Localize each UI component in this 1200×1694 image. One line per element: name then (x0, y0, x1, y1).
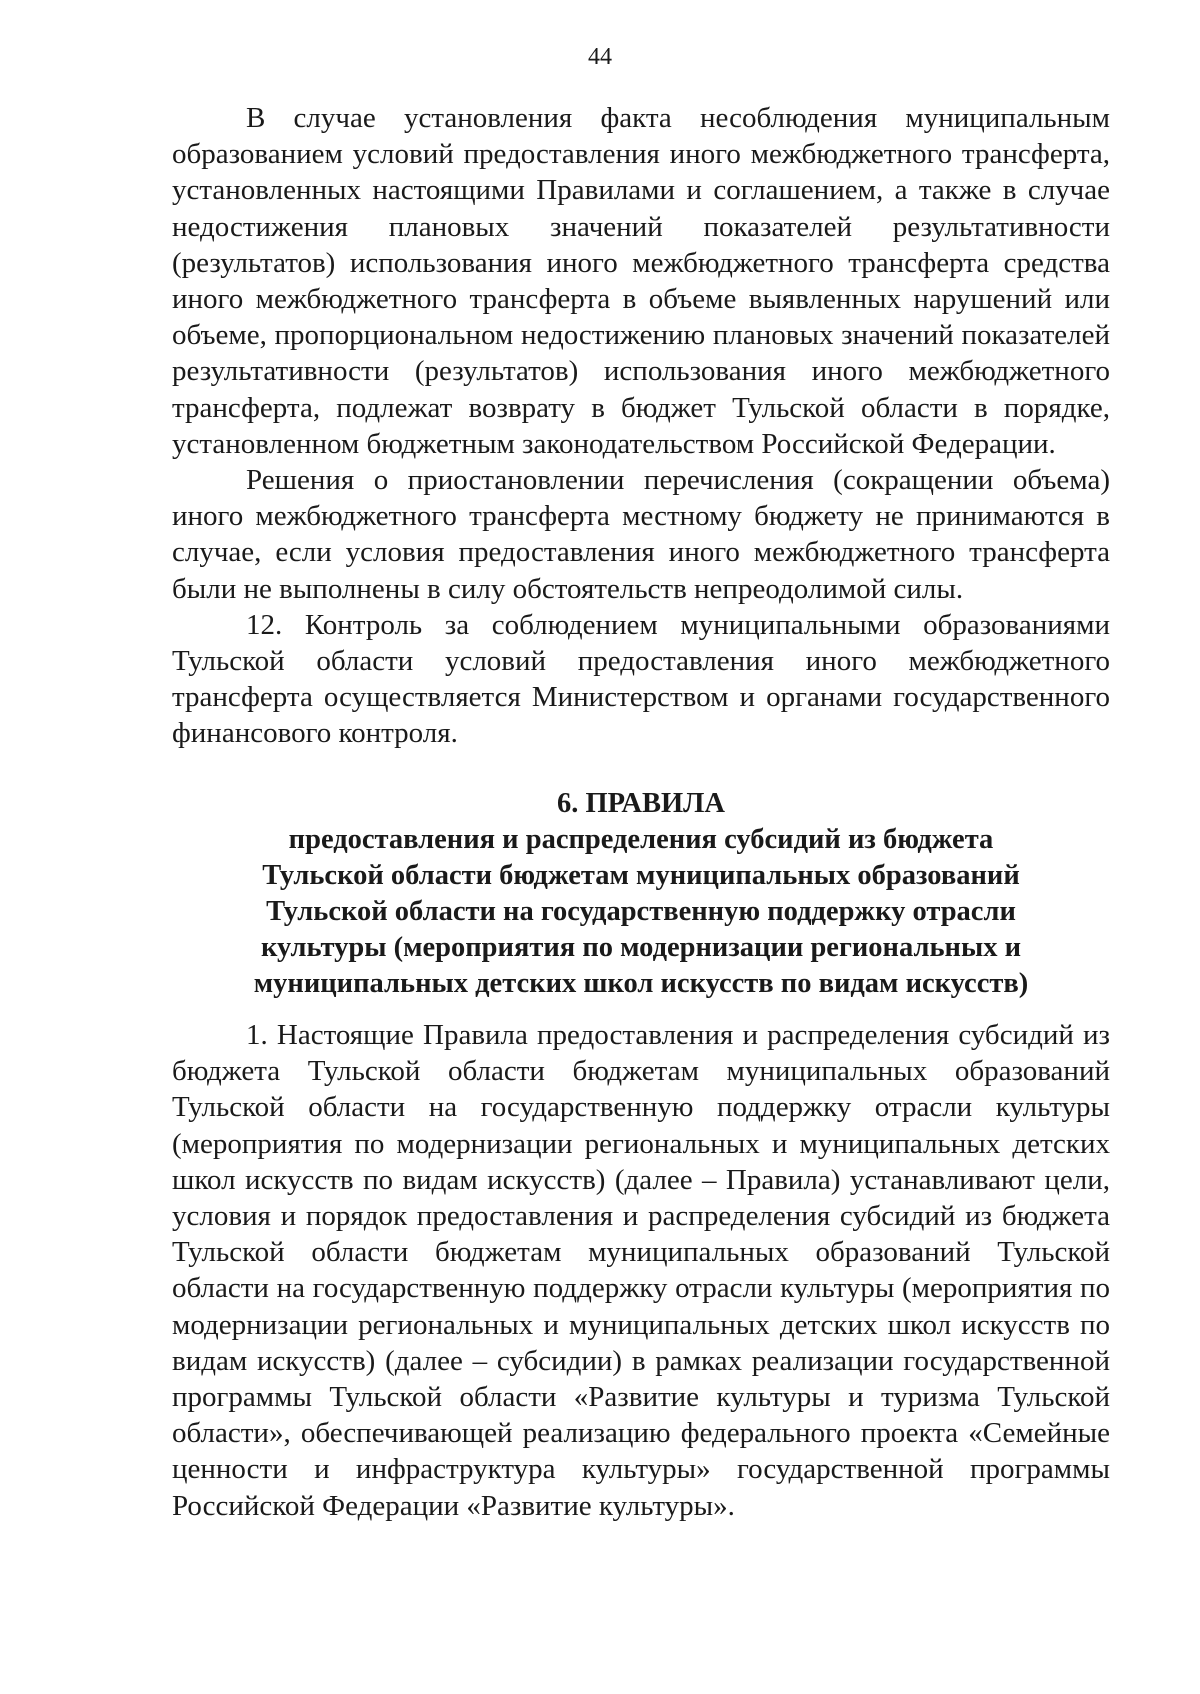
page-number: 44 (588, 44, 612, 70)
section-subtitle-line: предоставления и распределения субсидий из бюджета (288, 824, 994, 855)
top-text-block (172, 100, 1110, 752)
bottom-text-block (172, 1017, 1110, 1524)
section-subtitle-line: Тульской области бюджетам муниципальных образований (262, 860, 1020, 891)
section-heading (172, 786, 1110, 1002)
paragraph-rules-1: 1. Настоящие Правила предоставления и распределения субсидий из бюджета Тульской области бюджетам муниципальных образований Тульской области на государственную поддержку отрасли культуры (мероприятия по модернизации региональных и муниципальных детских школ искусств по видам искусств) (далее – Правила) устанавливают цели, условия и порядок предоставления и распределения субсидий из бюджета Тульской области бюджетам муниципальных образований Тульской области на государственную поддержку отрасли культуры (мероприятия по модернизации региональных и муниципальных детских школ искусств по видам искусств) (далее – субсидии) в рамках реализации государственной программы Тульской области «Развитие культуры и туризма Тульской области», обеспечивающей реализацию федерального проекта «Семейные ценности и инфраструктура культуры» государственной программы Российской Федерации «Развитие культуры». (172, 1019, 1110, 1522)
section-subtitle-line: Тульской области на государственную поддержку отрасли (266, 896, 1016, 927)
paragraph-force-majeure: Решения о приостановлении перечисления (сокращении объема) иного межбюджетного трансферта местному бюджету не принимаются в случае, если условия предоставления иного межбюджетного трансферта были не выполнены в силу обстоятельств непреодолимой силы. (172, 464, 1110, 605)
section-subtitle-line: муниципальных детских школ искусств по видам искусств) (253, 968, 1029, 999)
section-subtitle-line: культуры (мероприятия по модернизации региональных и (260, 932, 1022, 963)
paragraph-violation-refund: В случае установления факта несоблюдения муниципальным образованием условий предоставления иного межбюджетного трансферта, установленных настоящими Правилами и соглашением, а также в случае недостижения плановых значений показателей результативности (результатов) использования иного межбюджетного трансферта средства иного межбюджетного трансферта в объеме выявленных нарушений или объеме, пропорциональном недостижению плановых значений показателей результативности (результатов) использования иного межбюджетного трансферта, подлежат возврату в бюджет Тульской области в порядке, установленном бюджетным законодательством Российской Федерации. (172, 102, 1110, 460)
section-title: 6. ПРАВИЛА (556, 788, 725, 819)
paragraph-control-12: 12. Контроль за соблюдением муниципальными образованиями Тульской области условий предоставления иного межбюджетного трансферта осуществляется Министерством и органами государственного финансового контроля. (172, 608, 1110, 750)
